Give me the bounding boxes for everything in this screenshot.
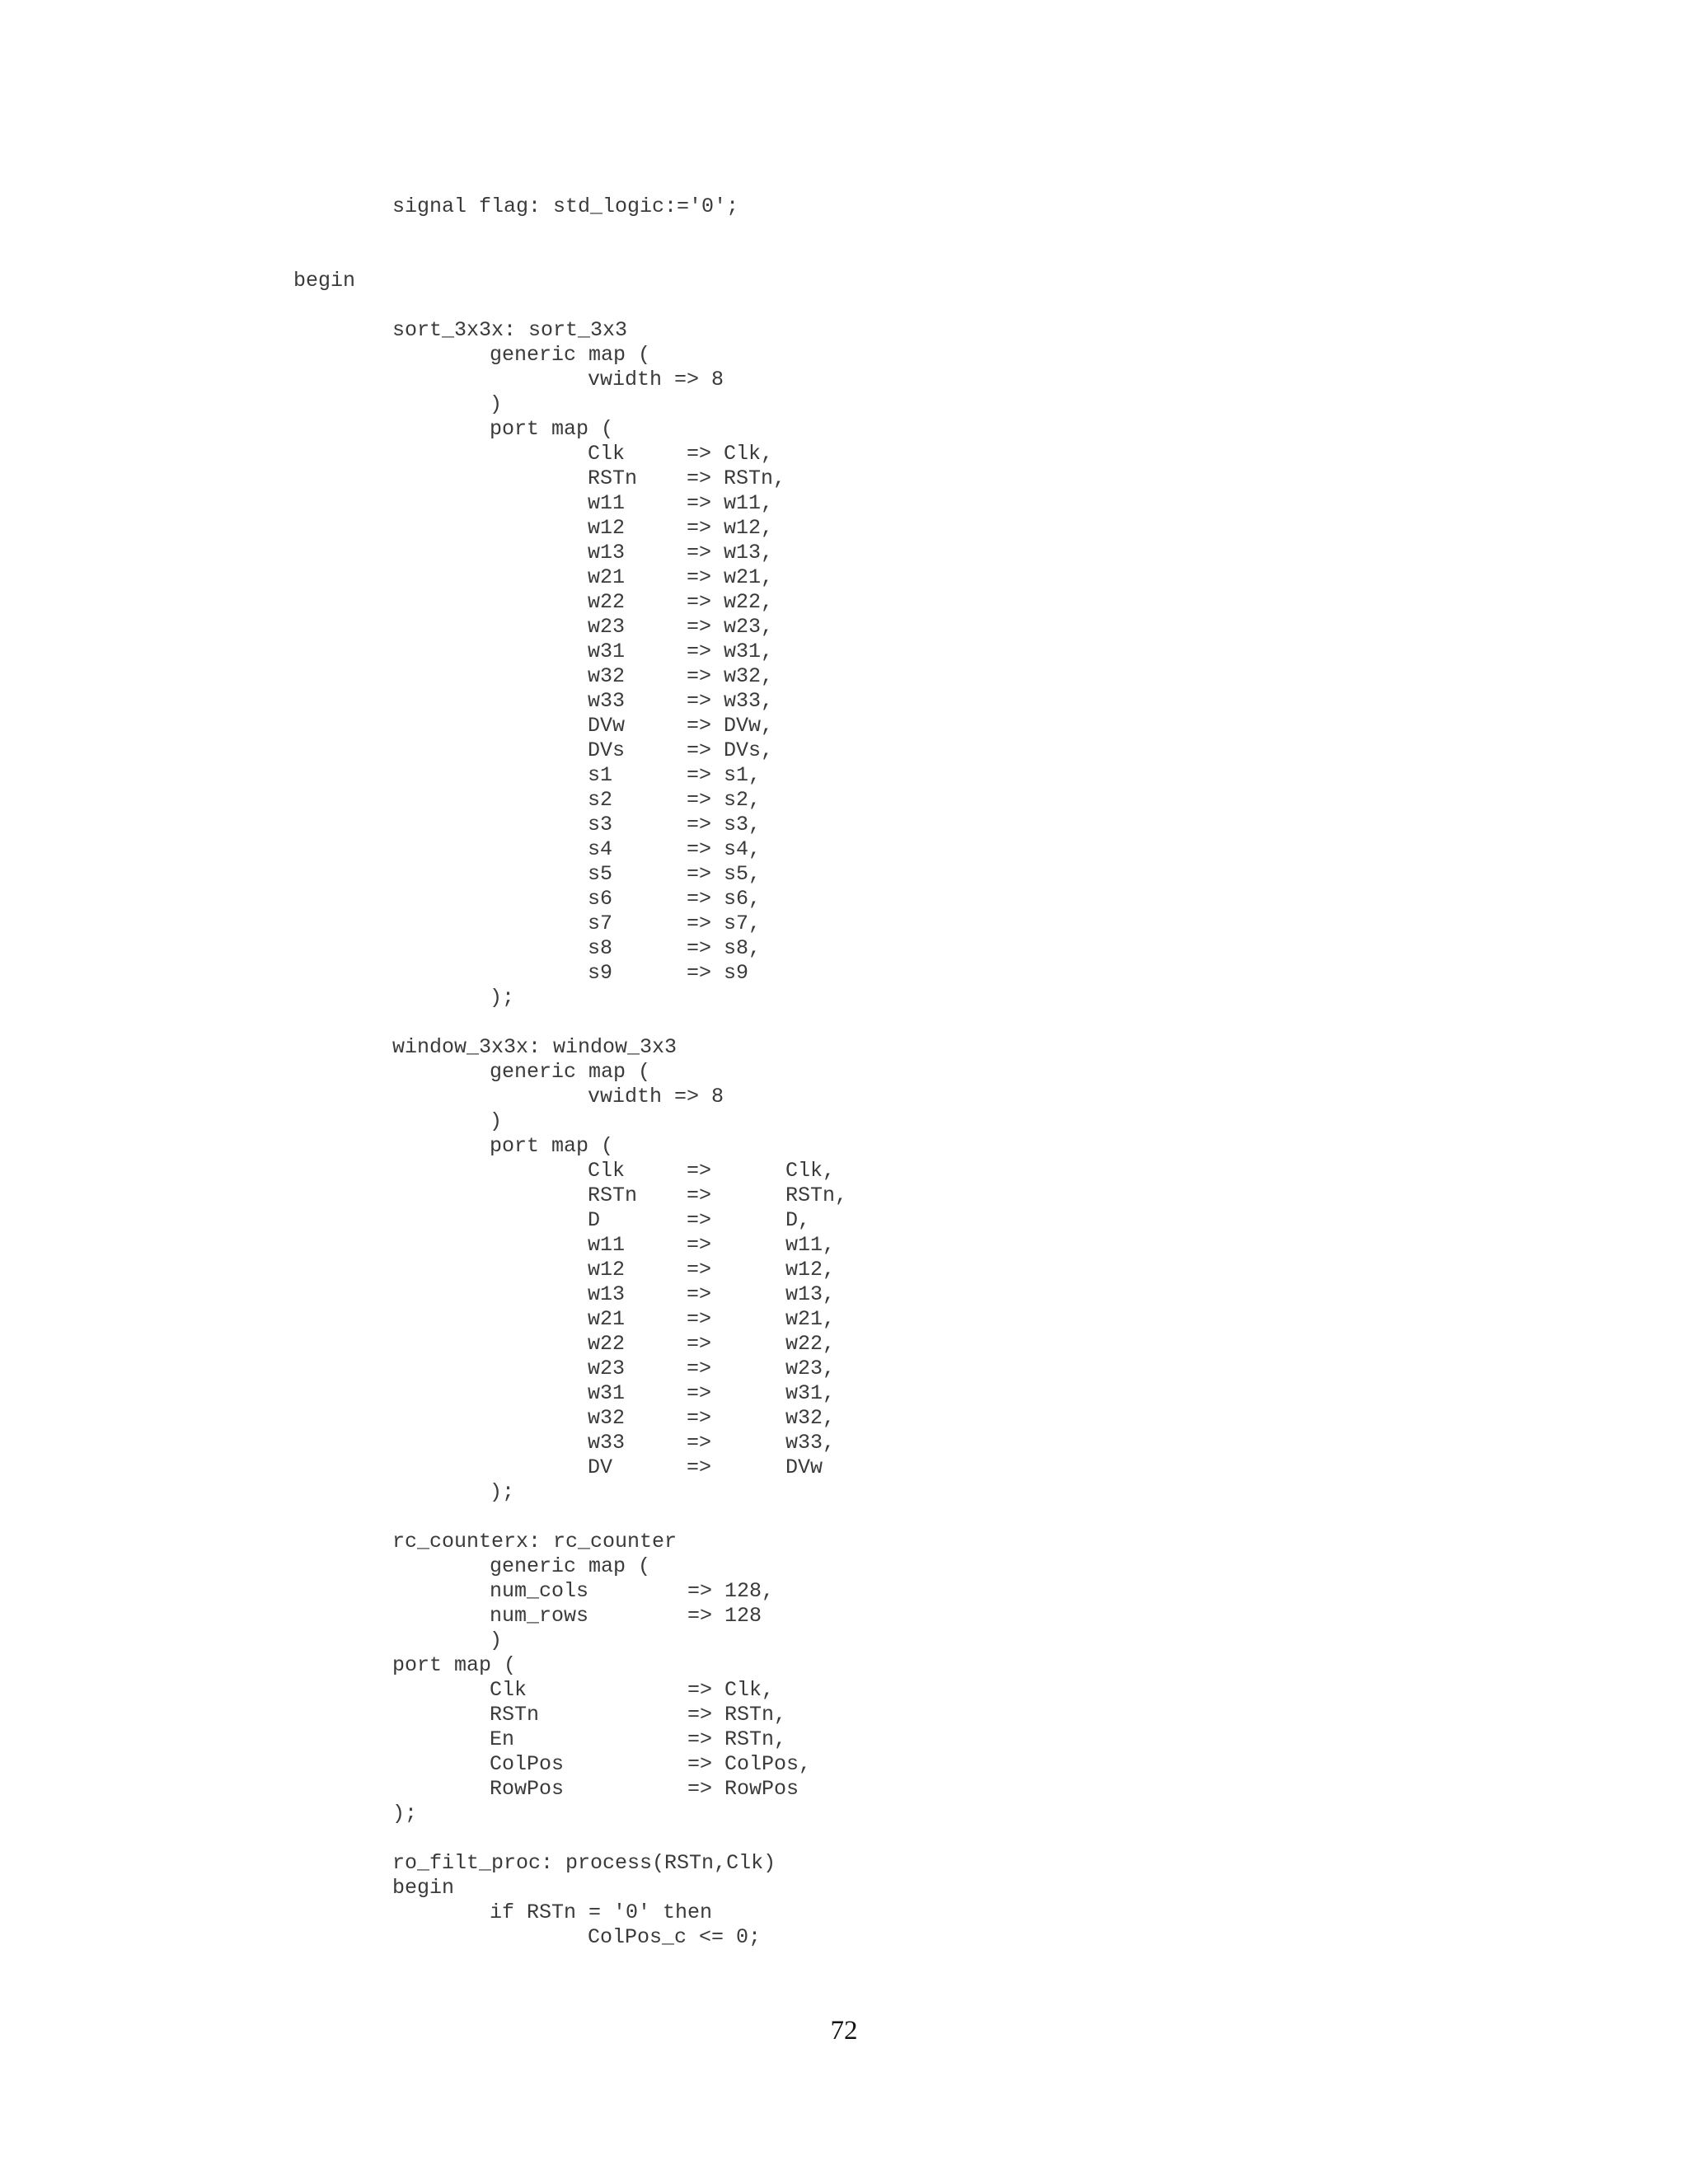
code-line: w11 => w11, [588,1233,836,1257]
code-line: w23 => w23, [588,615,774,639]
code-line: if RSTn = '0' then [490,1900,713,1924]
code-line: DVw => DVw, [588,714,774,738]
code-line: port map ( [490,1134,614,1158]
page-number: 72 [830,2016,858,2046]
code-line: s6 => s6, [588,887,762,911]
code-line: ColPos_c <= 0; [588,1925,762,1949]
code-line: ColPos => ColPos, [490,1752,812,1776]
code-line: s7 => s7, [588,912,762,935]
code-line: ) [490,1629,503,1652]
code-line: s9 => s9 [588,961,749,985]
code-line: vwidth => 8 [588,1085,724,1108]
code-line: ); [490,1480,515,1504]
code-line: w21 => w21, [588,1307,836,1331]
code-line: s5 => s5, [588,862,762,886]
code-line: w31 => w31, [588,1381,836,1405]
code-line: D => D, [588,1208,811,1232]
code-line: s1 => s1, [588,763,762,787]
code-line: RowPos => RowPos [490,1777,799,1801]
code-line: rc_counterx: rc_counter [392,1530,678,1554]
code-line: s4 => s4, [588,837,762,861]
code-line: num_rows => 128 [490,1604,762,1628]
code-line: vwidth => 8 [588,368,724,391]
code-line: generic map ( [490,1060,651,1084]
code-line: w22 => w22, [588,590,774,614]
code-line: w32 => w32, [588,664,774,688]
code-line: begin [293,269,356,293]
code-line: w33 => w33, [588,689,774,713]
code-line: w32 => w32, [588,1406,836,1430]
code-line: w12 => w12, [588,1258,836,1282]
code-line: sort_3x3x: sort_3x3 [392,318,628,342]
code-line: Clk => Clk, [588,1159,836,1183]
code-line: DVs => DVs, [588,738,774,762]
code-line: RSTn => RSTn, [490,1703,787,1727]
code-line: w13 => w13, [588,1282,836,1306]
code-line: ); [392,1802,418,1825]
code-line: port map ( [392,1653,517,1677]
code-line: w11 => w11, [588,491,774,515]
code-line: w12 => w12, [588,516,774,540]
code-line: w33 => w33, [588,1431,836,1455]
code-line: ); [490,986,515,1010]
code-line: s8 => s8, [588,936,762,960]
code-line: ) [490,392,503,416]
code-line: Clk => Clk, [490,1678,775,1702]
code-line: DV => DVw [588,1455,823,1479]
code-line: begin [392,1876,455,1900]
code-line: w31 => w31, [588,640,774,663]
code-line: window_3x3x: window_3x3 [392,1035,678,1059]
code-line: w21 => w21, [588,565,774,589]
code-line: generic map ( [490,1554,651,1578]
code-line: w23 => w23, [588,1357,836,1380]
code-line: Clk => Clk, [588,442,774,466]
code-line: RSTn => RSTn, [588,466,786,490]
code-line: port map ( [490,417,614,441]
code-line: s3 => s3, [588,813,762,837]
code-line: w13 => w13, [588,541,774,565]
code-line: generic map ( [490,343,651,367]
code-line: RSTn => RSTn, [588,1183,848,1207]
code-line: ) [490,1109,503,1133]
code-line: signal flag: std_logic:='0'; [392,194,739,218]
code-line: s2 => s2, [588,788,762,812]
code-line: ro_filt_proc: process(RSTn,Clk) [392,1851,776,1875]
code-line: En => RSTn, [490,1727,787,1751]
code-line: num_cols => 128, [490,1579,775,1603]
code-line: w22 => w22, [588,1332,836,1356]
